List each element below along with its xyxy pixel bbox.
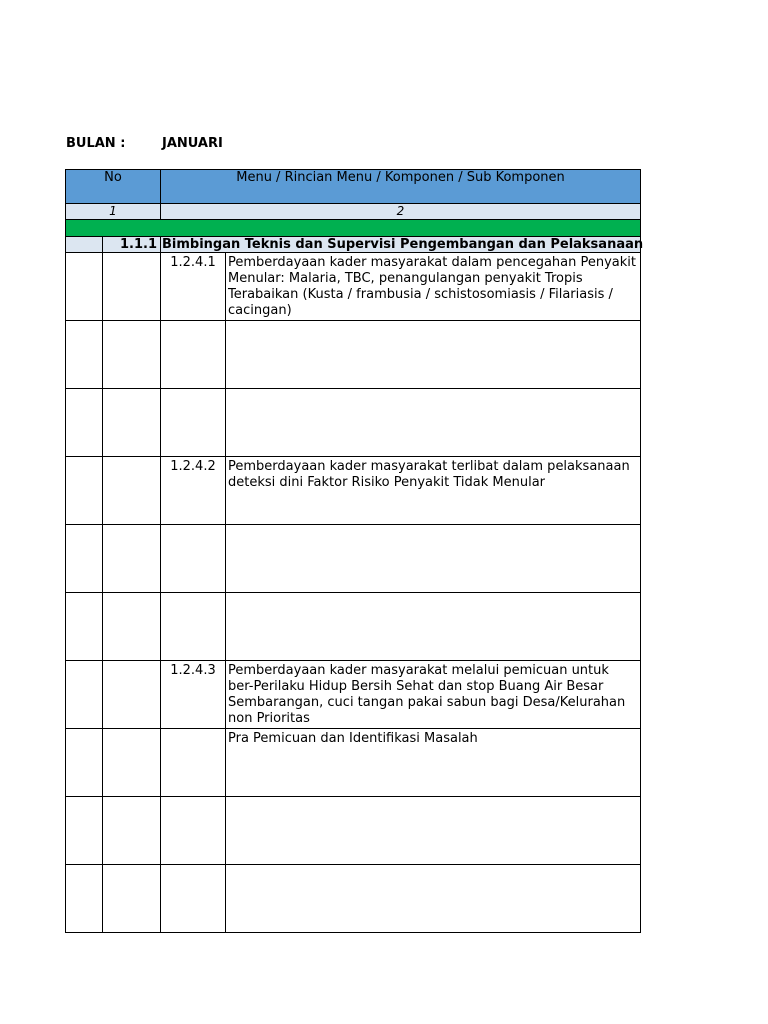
row-code: 1.2.4.1: [161, 253, 226, 321]
row-description: Pemberdayaan kader masyarakat dalam pencegahan Penyakit Menular: Malaria, TBC, penangulangan penyakit Tropis Terabaikan (Kusta / frambusia / schistosomiasis / Filariasis / cacingan): [226, 253, 641, 321]
month-label: BULAN :: [66, 136, 126, 151]
row-subno-cell: [103, 321, 161, 389]
row-subno-cell: [103, 593, 161, 661]
row-no-cell: [66, 661, 103, 729]
row-subno-cell: [103, 661, 161, 729]
row-subno-cell: [103, 729, 161, 797]
table-row: [66, 525, 641, 593]
header-menu: Menu / Rincian Menu / Komponen / Sub Komponen: [161, 170, 641, 204]
section-row: [66, 237, 641, 253]
table-row: [66, 797, 641, 865]
row-description: Pemberdayaan kader masyarakat melalui pemicuan untuk ber-Perilaku Hidup Bersih Sehat dan stop Buang Air Besar Sembarangan, cuci tangan pakai sabun bagi Desa/Kelurahan non Prioritas: [226, 661, 641, 729]
section-title: Bimbingan Teknis dan Supervisi Pengembangan dan Pelaksanaan: [162, 237, 644, 252]
section-blank: [66, 237, 103, 253]
row-code: [161, 525, 226, 593]
row-code: [161, 729, 226, 797]
row-description: [226, 865, 641, 933]
green-band: [66, 220, 641, 237]
header-no: No: [66, 170, 161, 204]
row-no-cell: [66, 253, 103, 321]
row-no-cell: [66, 457, 103, 525]
component-table: [65, 169, 644, 933]
row-code: 1.2.4.2: [161, 457, 226, 525]
row-description: Pemberdayaan kader masyarakat terlibat dalam pelaksanaan deteksi dini Faktor Risiko Penyakit Tidak Menular: [226, 457, 641, 525]
row-subno-cell: [103, 525, 161, 593]
section-code: 1.1.1: [103, 237, 161, 253]
row-description: [226, 797, 641, 865]
table-row: [66, 253, 641, 321]
table-row: [66, 389, 641, 457]
row-description: [226, 593, 641, 661]
table-row: [66, 865, 641, 933]
column-number-row: [66, 204, 641, 220]
row-no-cell: [66, 321, 103, 389]
row-code: [161, 321, 226, 389]
column-number-1: 1: [66, 204, 161, 220]
row-subno-cell: [103, 457, 161, 525]
row-code: [161, 797, 226, 865]
row-no-cell: [66, 797, 103, 865]
column-number-2: 2: [161, 204, 641, 220]
row-no-cell: [66, 593, 103, 661]
row-subno-cell: [103, 797, 161, 865]
month-value: JANUARI: [162, 136, 223, 151]
row-code: [161, 389, 226, 457]
row-no-cell: [66, 389, 103, 457]
row-description: [226, 525, 641, 593]
row-subno-cell: [103, 389, 161, 457]
table-row: [66, 661, 641, 729]
row-code: [161, 593, 226, 661]
row-code: 1.2.4.3: [161, 661, 226, 729]
row-no-cell: [66, 525, 103, 593]
row-description: Pra Pemicuan dan Identifikasi Masalah: [226, 729, 641, 797]
table-row: [66, 321, 641, 389]
row-description: [226, 389, 641, 457]
green-band-row: [66, 220, 641, 237]
header-row: [66, 170, 641, 204]
row-code: [161, 865, 226, 933]
table-body: [66, 253, 641, 933]
table-row: [66, 457, 641, 525]
row-subno-cell: [103, 865, 161, 933]
table-row: [66, 729, 641, 797]
row-subno-cell: [103, 253, 161, 321]
row-no-cell: [66, 865, 103, 933]
table-row: [66, 593, 641, 661]
row-no-cell: [66, 729, 103, 797]
row-description: [226, 321, 641, 389]
